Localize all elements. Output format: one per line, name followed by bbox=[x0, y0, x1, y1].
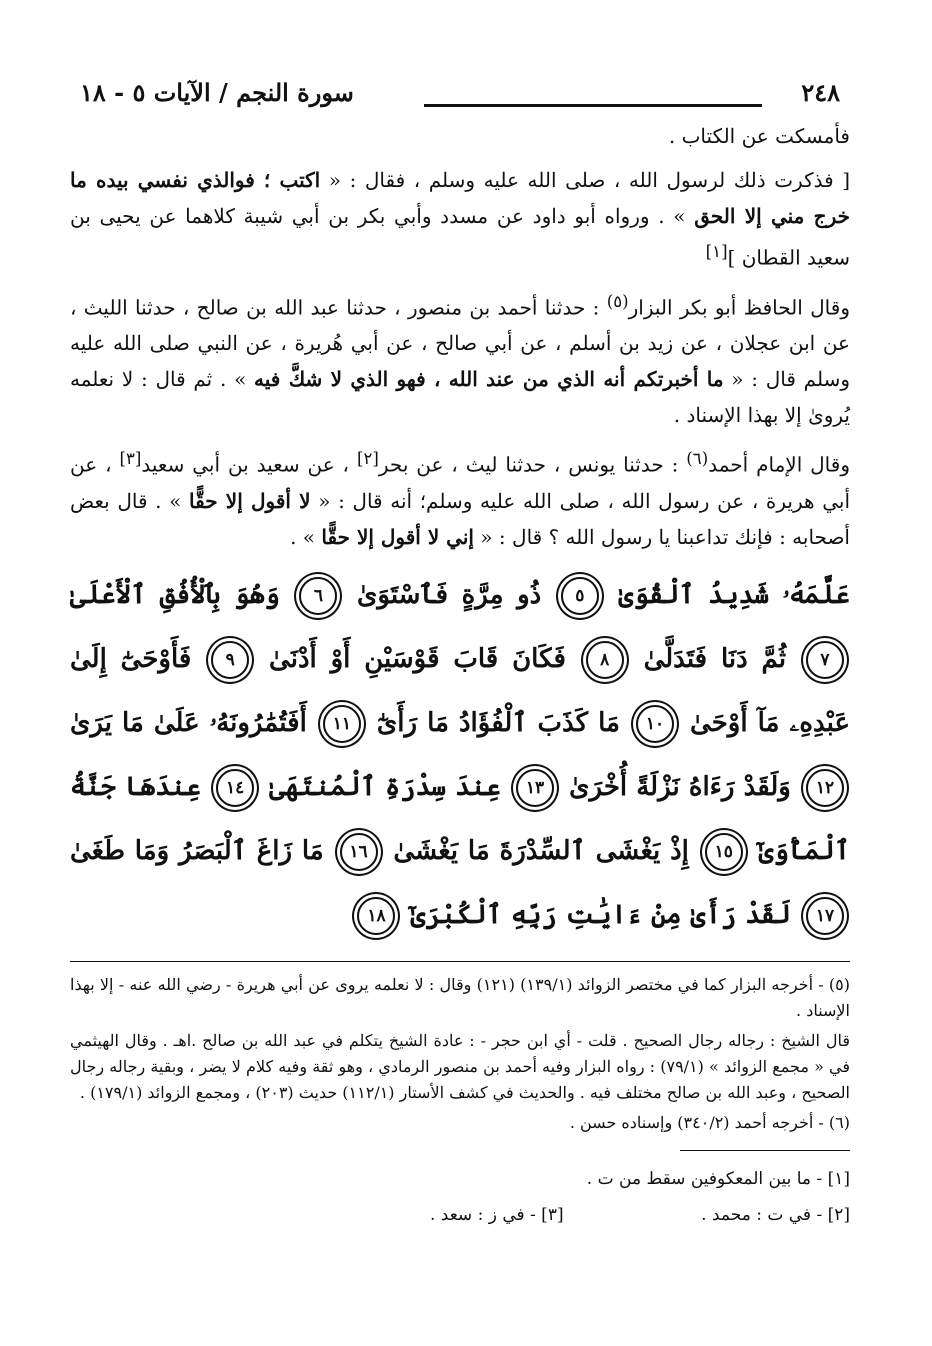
verse-text: ثُمَّ دَنَا فَتَدَلَّىٰ bbox=[629, 643, 787, 674]
variant-3: [٣] - في ز : سعد . bbox=[430, 1204, 564, 1225]
verse-number-marker: ٦ bbox=[299, 577, 337, 615]
verse-text: عِندَ سِدْرَةِ ٱلْمُنتَهَىٰ bbox=[260, 771, 501, 802]
text: » . ثم قال : لا نعلمه يُروىٰ إلا بهذا الإسناد . bbox=[70, 367, 850, 428]
paragraph bbox=[70, 162, 850, 276]
quran-verses bbox=[70, 563, 850, 947]
verse-text: ذُو مِرَّةٍ فَٱسْتَوَىٰ bbox=[343, 579, 542, 610]
verse-number-marker: ٥ bbox=[561, 577, 599, 615]
variant-2: [٢] - في ت : محمد . bbox=[701, 1204, 850, 1225]
verse-text: لَقَدْ رَأَىٰ مِنْ ءَايَٰتِ رَبِّهِ ٱلْكُبْرَىٰٓ bbox=[401, 899, 791, 930]
text: ، عن سعيد بن أبي سعيد bbox=[141, 452, 357, 477]
paragraph bbox=[70, 284, 850, 434]
text: [ فذكرت ذلك لرسول الله ، صلى الله عليه وسلم ، فقال : « bbox=[320, 168, 851, 192]
verse-text: فَكَانَ قَابَ قَوْسَيْنِ أَوْ أَدْنَىٰ bbox=[255, 643, 566, 674]
verse-number-marker: ١٢ bbox=[806, 769, 844, 807]
text: : حدثنا أحمد بن منصور ، حدثنا عبد الله بن صالح ، حدثنا الليث ، عن ابن عجلان ، عن زيد بن أسلم ، عن أبي صالح ، عن أبي هُريرة ، عن النبي صلى الله عليه وسلم قال : « bbox=[70, 295, 850, 392]
verse-number-marker: ١٧ bbox=[806, 897, 844, 935]
verse-text: عَلَّمَهُۥ شَدِيدُ ٱلْقُوَىٰ bbox=[604, 579, 851, 610]
variant-ref: [٣] bbox=[119, 449, 142, 469]
verse-number-marker: ٩ bbox=[211, 641, 249, 679]
footnote-ref: (٥) bbox=[606, 291, 629, 311]
running-title: سورة النجم / الآيات ٥ - ١٨ bbox=[80, 78, 354, 107]
verse-number-marker: ٨ bbox=[586, 641, 624, 679]
page-number: ٢٤٨ bbox=[801, 78, 840, 107]
verse-text: فَأَوْحَىٰٓ إِلَىٰ عَبْدِهِۦ مَآ أَوْحَىٰ bbox=[70, 643, 850, 738]
hadith-quote: ما أخبرتكم أنه الذي من عند الله ، فهو الذي لا شكَّ فيه bbox=[254, 367, 724, 392]
verse-text: مَا كَذَبَ ٱلْفُؤَادُ مَا رَأَىٰٓ bbox=[366, 707, 620, 738]
variant-ref: [١] bbox=[705, 242, 728, 261]
footnote-rule bbox=[70, 961, 850, 962]
verse-text: أَفَتُمَٰرُونَهُۥ عَلَىٰ مَا يَرَىٰ bbox=[70, 707, 307, 738]
text: وقال الحافظ أبو بكر البزار bbox=[628, 295, 850, 320]
verse-number-marker: ١٣ bbox=[516, 769, 554, 807]
verse-text: إِذْ يَغْشَى ٱلسِّدْرَةَ مَا يَغْشَىٰ bbox=[383, 835, 689, 866]
hadith-quote: لا أقول إلا حقًّا bbox=[188, 488, 311, 513]
hadith-quote: اكتب ؛ فوالذي نفسي بيده ما خرج مني إلا الحق bbox=[70, 168, 850, 228]
text: » . ورواه أبو داود عن مسدد وأبي بكر بن أبي شيبة كلاهما عن يحيى بن سعيد القطان ] bbox=[70, 204, 850, 270]
footnote-5-cont: قال الشيخ : رجاله رجال الصحيح . قلت - أي ابن حجر - : عادة الشيخ يتكلم في عبد الله بن صالح .اهـ . وقال الهيثمي في « مجمع الزوائد » (٧٩/١) : رواه البزار وفيه أحمد بن منصور الرمادي ، وهو ثقة وفيه كلام لا يضر ، وبقية رجاله رجال الصحيح ، وعبد الله بن صالح مختلف فيه . والحديث في كشف الأستار (١١٢/١) حديث (٢٠٣) ، ومجمع الزوائد (١٧٩/١) . bbox=[70, 1030, 851, 1102]
variant-1: [١] - ما بين المعكوفين سقط من ت . bbox=[586, 1168, 850, 1189]
verse-number-marker: ١٤ bbox=[216, 769, 254, 807]
footnote-6: (٦) - أخرجه أحمد (٣٤٠/٢) وإسناده حسن . bbox=[569, 1112, 850, 1132]
page bbox=[70, 78, 850, 1241]
verse-number-marker: ١٨ bbox=[357, 897, 395, 935]
verse-text: مَا زَاغَ ٱلْبَصَرُ وَمَا طَغَىٰ bbox=[70, 835, 324, 866]
text: وقال الإمام أحمد bbox=[708, 452, 850, 477]
paragraph bbox=[70, 441, 850, 555]
verse-text: وَهُوَ بِٱلْأُفُقِ ٱلْأَعْلَىٰ bbox=[70, 579, 280, 610]
verse-text: عِندَهَا جَنَّةُ ٱلْمَأْوَىٰٓ bbox=[70, 771, 850, 866]
text: » . bbox=[290, 524, 322, 549]
verse-text: وَلَقَدْ رَءَاهُ نَزْلَةً أُخْرَىٰ bbox=[559, 771, 791, 802]
main-text bbox=[70, 118, 850, 555]
verse-number-marker: ٧ bbox=[806, 641, 844, 679]
variant-notes bbox=[70, 1161, 850, 1241]
header-rule bbox=[424, 104, 762, 107]
verse-number-marker: ١٠ bbox=[636, 705, 674, 743]
verse-number-marker: ١٦ bbox=[340, 833, 378, 871]
text: فأمسكت عن الكتاب . bbox=[668, 124, 850, 148]
footnote-ref: (٦) bbox=[686, 449, 709, 469]
page-header bbox=[70, 78, 850, 118]
footnotes bbox=[70, 972, 850, 1136]
text: » . قال بعض أصحابه : فإنك تداعبنا يا رسول الله ؟ قال : « bbox=[70, 488, 850, 549]
text: ، عن أبي هريرة ، عن رسول الله ، صلى الله عليه وسلم؛ أنه قال : « bbox=[70, 452, 850, 513]
hadith-quote: إني لا أقول إلا حقًّا bbox=[321, 524, 474, 549]
paragraph bbox=[70, 118, 850, 154]
text: : حدثنا يونس ، حدثنا ليث ، عن بحر bbox=[378, 452, 687, 477]
variant-ref: [٢] bbox=[356, 449, 379, 469]
footnote-5: (٥) - أخرجه البزار كما في مختصر الزوائد (١٣٩/١) (١٢١) وقال : لا نعلمه يروى عن أبي هريرة - رضي الله عنه - إلا بهذا الإسناد . bbox=[70, 974, 850, 1020]
verse-number-marker: ١١ bbox=[323, 705, 361, 743]
variants-rule bbox=[680, 1150, 850, 1151]
verse-number-marker: ١٥ bbox=[705, 833, 743, 871]
